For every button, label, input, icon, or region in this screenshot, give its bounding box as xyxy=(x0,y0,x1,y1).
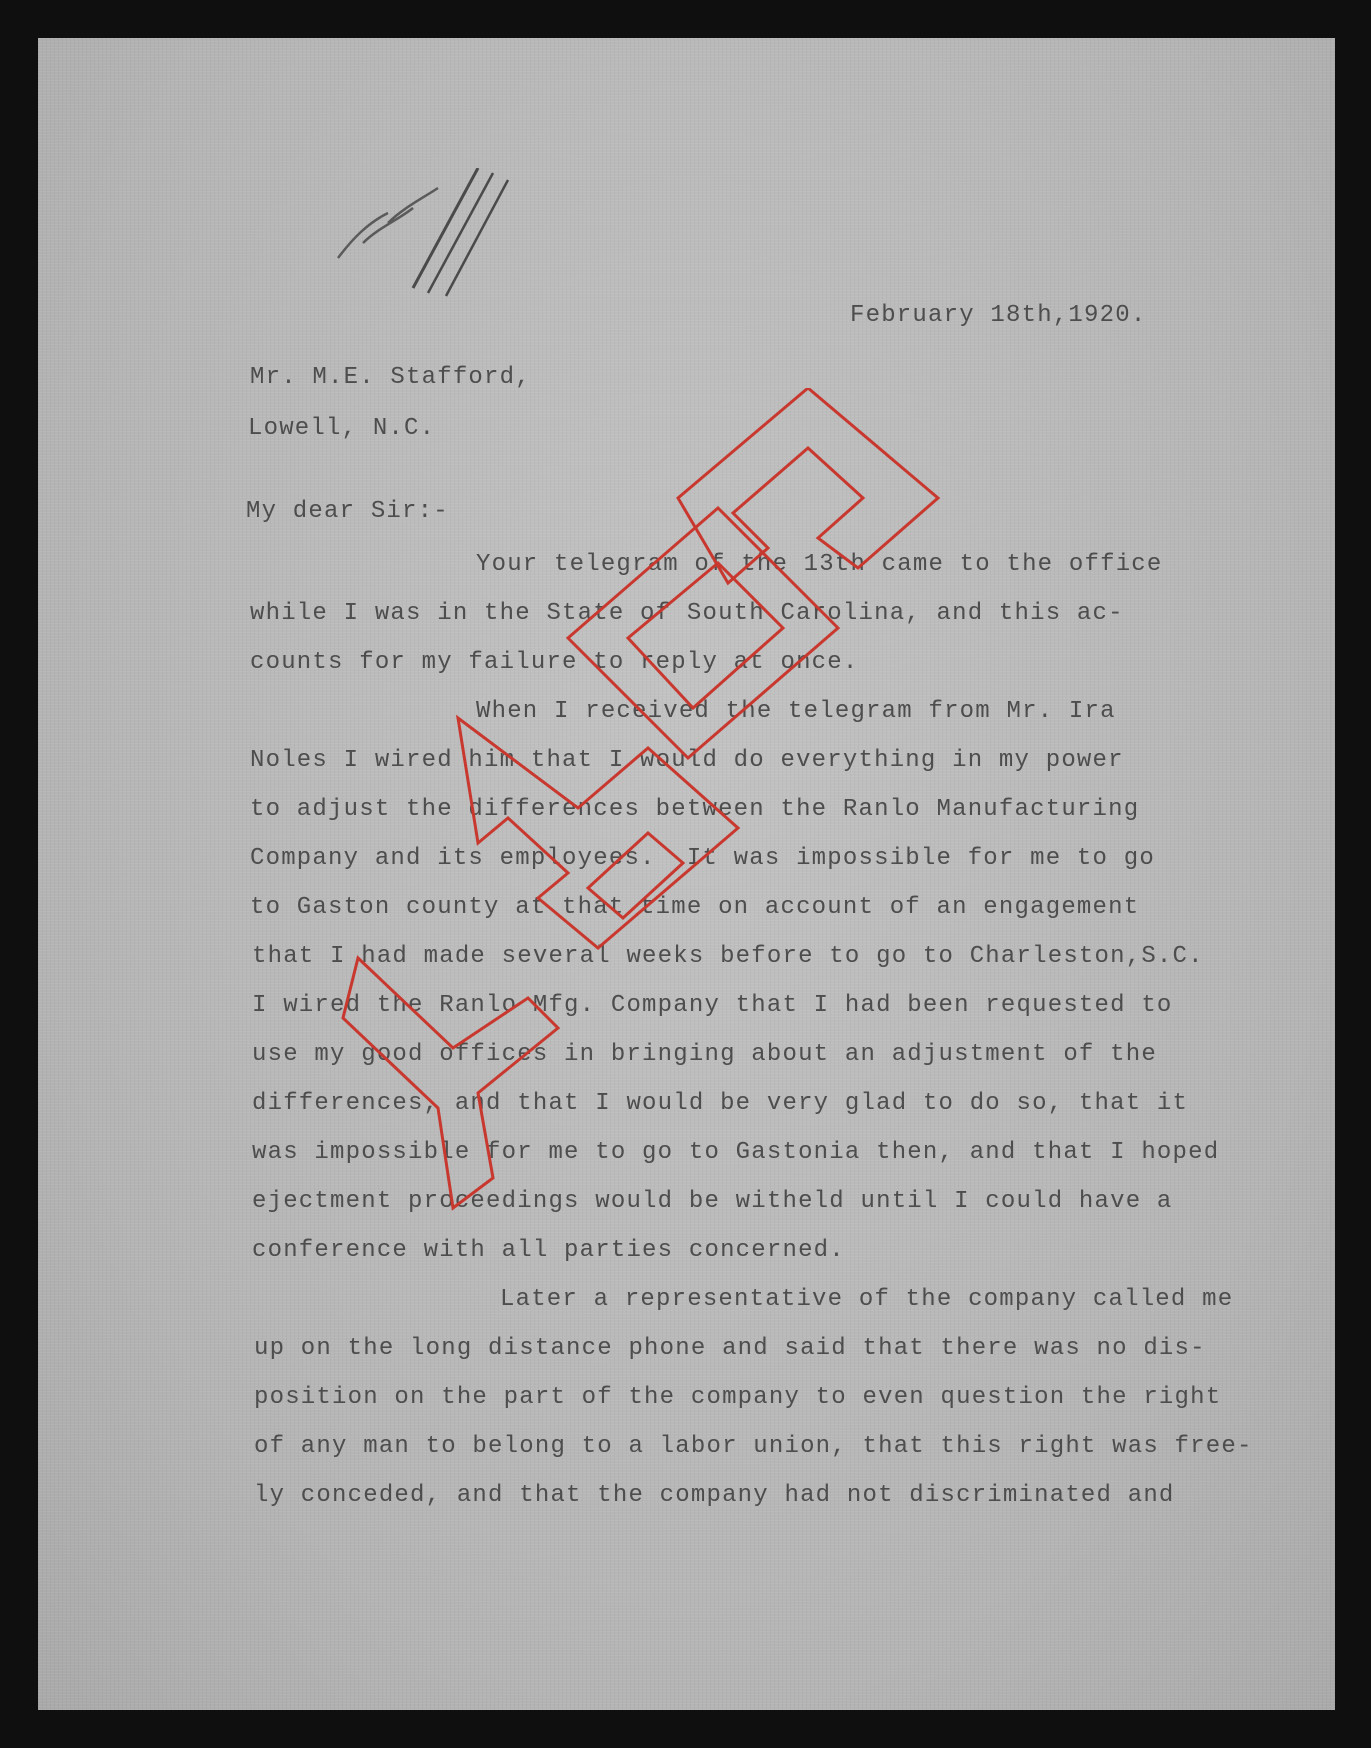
body-line: use my good offices in bringing about an adjustment of the xyxy=(252,1041,1157,1068)
body-line: ejectment proceedings would be witheld until I could have a xyxy=(252,1188,1173,1215)
body-line: When I received the telegram from Mr. Ira xyxy=(476,698,1116,725)
body-line: of any man to belong to a labor union, that this right was free- xyxy=(254,1433,1253,1460)
body-line: I wired the Ranlo Mfg. Company that I had been requested to xyxy=(252,992,1173,1019)
body-line: Later a representative of the company called me xyxy=(500,1286,1234,1313)
body-line: to adjust the differences between the Ranlo Manufacturing xyxy=(250,796,1140,823)
body-line: ly conceded, and that the company had not discriminated and xyxy=(254,1482,1175,1509)
body-line: Company and its employees. It was impossible for me to go xyxy=(250,845,1155,872)
recipient-location: Lowell, N.C. xyxy=(248,415,436,442)
letter-date: February 18th,1920. xyxy=(850,302,1147,329)
body-line: that I had made several weeks before to go to Charleston,S.C. xyxy=(252,943,1204,970)
body-line: while I was in the State of South Carolina, and this ac- xyxy=(250,600,1124,627)
body-line: to Gaston county at that time on account of an engagement xyxy=(250,894,1140,921)
file-number-handwriting xyxy=(328,168,528,298)
body-line: up on the long distance phone and said that there was no dis- xyxy=(254,1335,1206,1362)
body-line: was impossible for me to go to Gastonia then, and that I hoped xyxy=(252,1139,1220,1166)
salutation: My dear Sir:- xyxy=(246,498,449,525)
body-line: counts for my failure to reply at once. xyxy=(250,649,859,676)
body-line: position on the part of the company to even question the right xyxy=(254,1384,1222,1411)
body-line: differences, and that I would be very glad to do so, that it xyxy=(252,1090,1189,1117)
body-line: Noles I wired him that I would do everything in my power xyxy=(250,747,1124,774)
copy-stamp xyxy=(338,388,1098,1288)
letter-page xyxy=(38,38,1335,1710)
recipient-name: Mr. M.E. Stafford, xyxy=(250,364,531,391)
body-line: conference with all parties concerned. xyxy=(252,1237,845,1264)
body-line: Your telegram of the 13th came to the office xyxy=(476,551,1163,578)
